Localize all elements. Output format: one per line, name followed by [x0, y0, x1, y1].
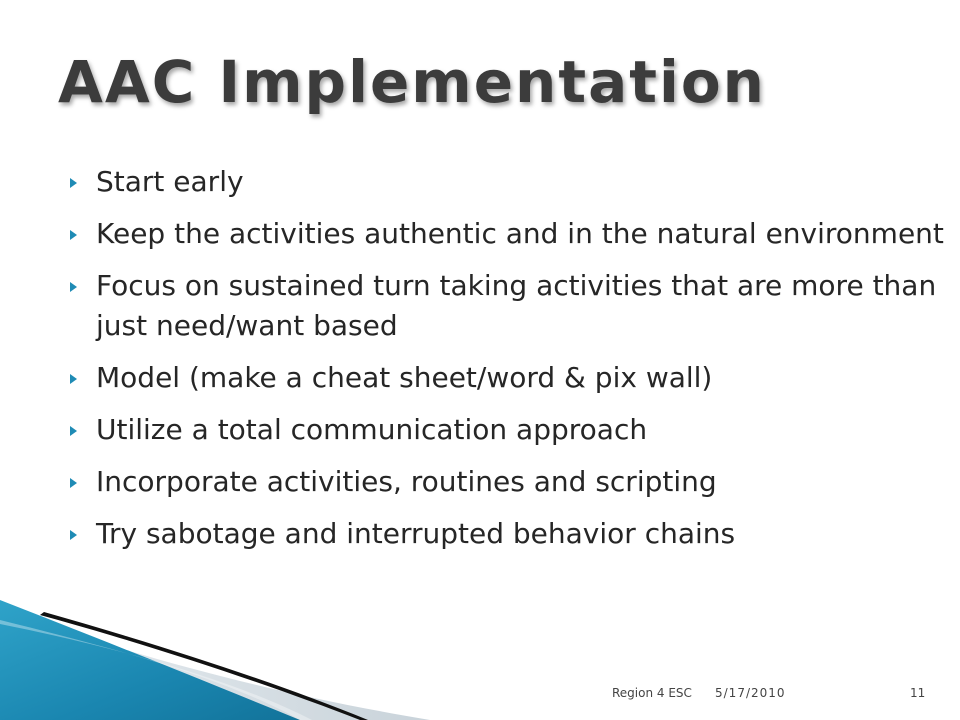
- bullet-item: [68, 214, 948, 254]
- triangle-right-icon: [70, 478, 77, 488]
- slide-title: AAC Implementation: [58, 48, 766, 116]
- footer-page-number: 11: [910, 686, 926, 700]
- triangle-right-icon: [70, 282, 77, 292]
- bullet-item: [68, 462, 948, 502]
- footer-date: 5/17/2010: [715, 686, 786, 700]
- bullet-item: [68, 266, 948, 346]
- bullet-item: [68, 358, 948, 398]
- bullet-text: Start early: [96, 165, 244, 198]
- triangle-right-icon: [70, 426, 77, 436]
- bullet-text: Keep the activities authentic and in the natural environment: [96, 217, 944, 250]
- bullet-text: Focus on sustained turn taking activities that are more than just need/want based: [96, 269, 937, 342]
- bullet-text: Try sabotage and interrupted behavior chains: [96, 517, 736, 550]
- corner-swoosh-decoration: [0, 600, 440, 720]
- bullet-text: Incorporate activities, routines and scripting: [96, 465, 717, 498]
- triangle-right-icon: [70, 178, 77, 188]
- bullet-item: [68, 162, 948, 202]
- triangle-right-icon: [70, 230, 77, 240]
- footer-organization: Region 4 ESC: [612, 686, 692, 700]
- bullet-item: [68, 514, 948, 554]
- bullet-text: Model (make a cheat sheet/word & pix wall): [96, 361, 713, 394]
- bullet-item: [68, 410, 948, 450]
- triangle-right-icon: [70, 530, 77, 540]
- bullet-list: [68, 162, 948, 566]
- bullet-text: Utilize a total communication approach: [96, 413, 648, 446]
- triangle-right-icon: [70, 374, 77, 384]
